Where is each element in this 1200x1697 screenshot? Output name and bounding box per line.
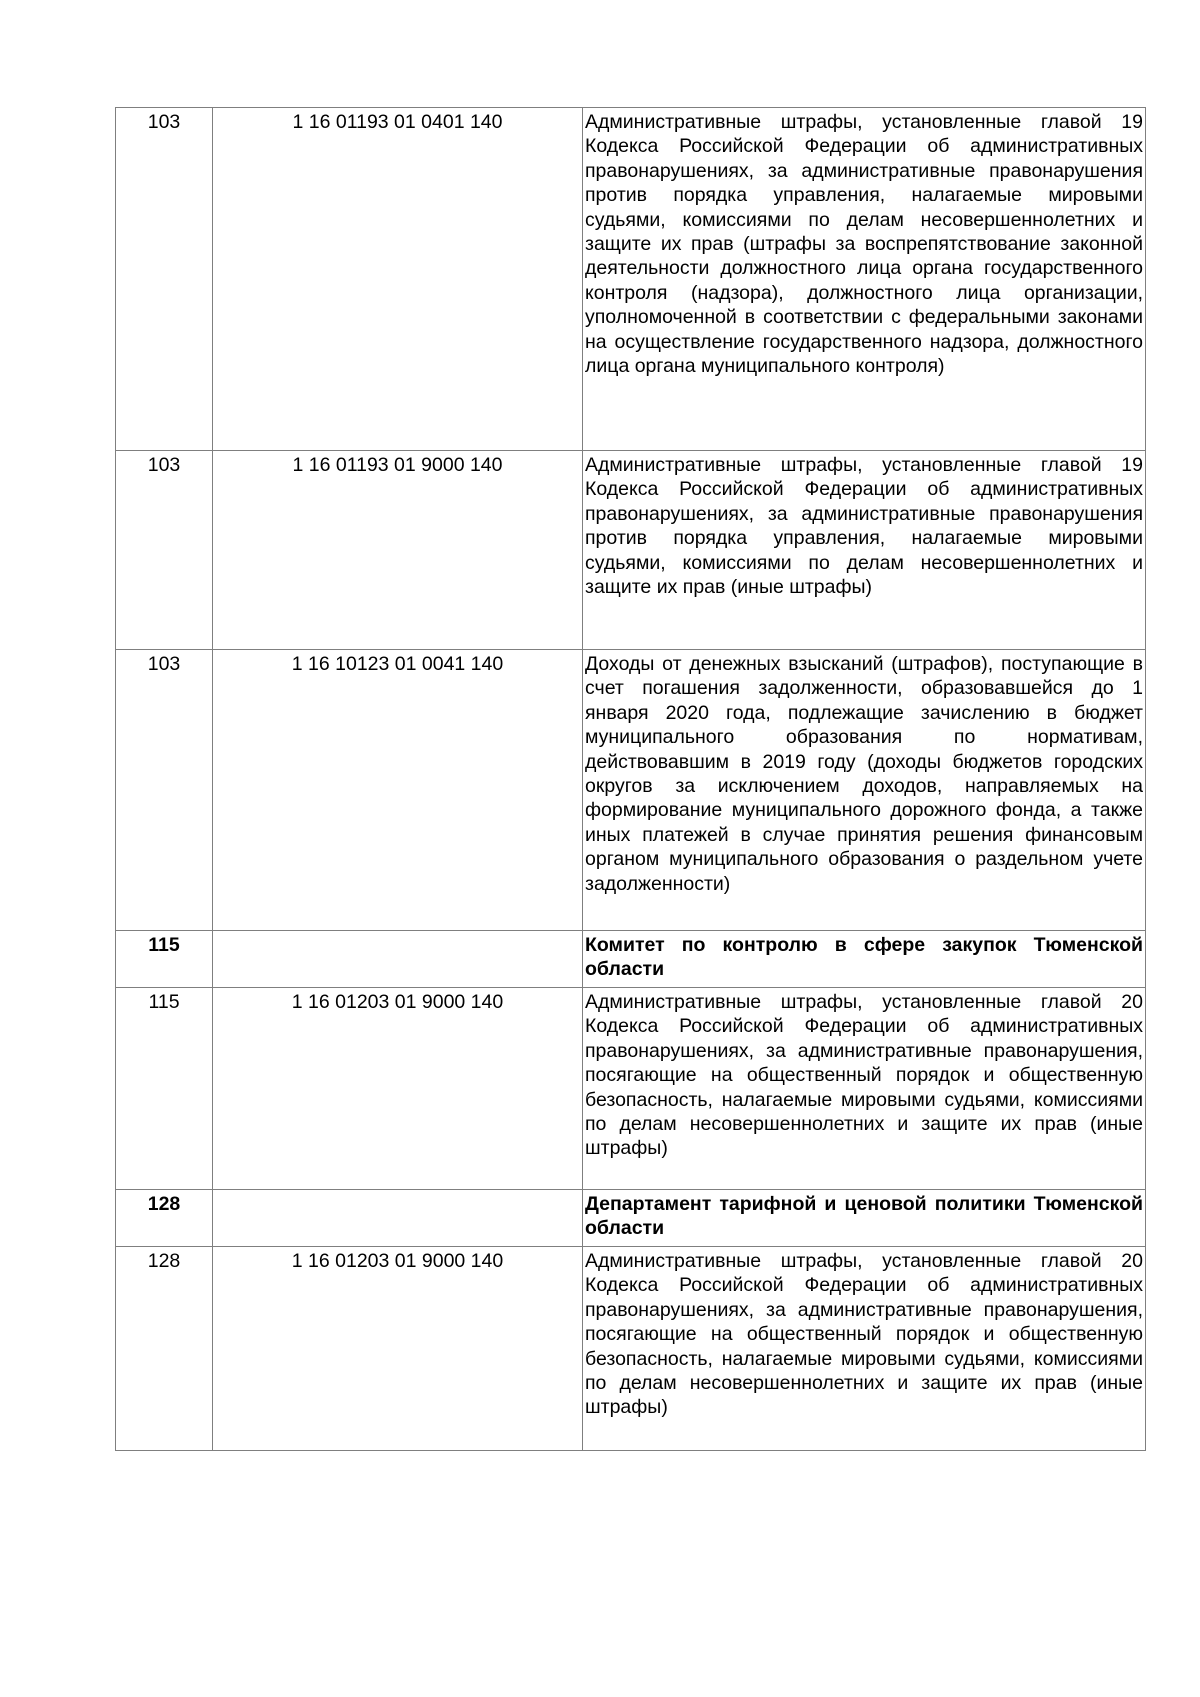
description-cell: Административные штрафы, установленные главой 19 Кодекса Российской Федерации об административных правонарушениях, за административные правонарушения против порядка управления, налагаемые мировыми судьями, комиссиями по делам несовершеннолетних и защите их прав (штрафы за воспрепятствование законной деятельности должностного лица органа государственного контроля (надзора), должностного лица организации, уполномоченной в соответствии с федеральными законами на осуществление государственного надзора, должностного лица органа муниципального контроля) — [583, 108, 1146, 451]
admin-code-cell: 128 — [116, 1247, 213, 1451]
admin-code-cell: 128 — [116, 1190, 213, 1247]
budget-code-cell — [213, 1190, 583, 1247]
admin-code-cell: 115 — [116, 931, 213, 988]
description-cell: Административные штрафы, установленные главой 20 Кодекса Российской Федерации об административных правонарушениях, за административные правонарушения, посягающие на общественный порядок и общественную безопасность, налагаемые мировыми судьями, комиссиями по делам несовершеннолетних и защите их прав (иные штрафы) — [583, 988, 1146, 1190]
budget-code-cell: 1 16 01203 01 9000 140 — [213, 1247, 583, 1451]
admin-code-cell: 115 — [116, 988, 213, 1190]
admin-code-cell: 103 — [116, 650, 213, 931]
table-row — [116, 650, 1146, 931]
description-cell: Административные штрафы, установленные главой 19 Кодекса Российской Федерации об административных правонарушениях, за административные правонарушения против порядка управления, налагаемые мировыми судьями, комиссиями по делам несовершеннолетних и защите их прав (иные штрафы) — [583, 451, 1146, 650]
description-cell: Доходы от денежных взысканий (штрафов), поступающие в счет погашения задолженности, образовавшейся до 1 января 2020 года, подлежащие зачислению в бюджет муниципального образования по нормативам, действовавшим в 2019 году (доходы бюджетов городских округов за исключением доходов, направляемых на формирование муниципального дорожного фонда, а также иных платежей в случае принятия решения финансовым органом муниципального образования о раздельном учете задолженности) — [583, 650, 1146, 931]
budget-code-cell — [213, 931, 583, 988]
budget-code-cell: 1 16 01193 01 0401 140 — [213, 108, 583, 451]
budget-code-cell: 1 16 01193 01 9000 140 — [213, 451, 583, 650]
section-header-row — [116, 931, 1146, 988]
section-header-row — [116, 1190, 1146, 1247]
administrator-name-cell: Департамент тарифной и ценовой политики Тюменской области — [583, 1190, 1146, 1247]
revenue-codes-table — [115, 107, 1146, 1451]
budget-code-cell: 1 16 10123 01 0041 140 — [213, 650, 583, 931]
table-row — [116, 451, 1146, 650]
budget-code-cell: 1 16 01203 01 9000 140 — [213, 988, 583, 1190]
table-row — [116, 1247, 1146, 1451]
administrator-name-cell: Комитет по контролю в сфере закупок Тюменской области — [583, 931, 1146, 988]
admin-code-cell: 103 — [116, 108, 213, 451]
admin-code-cell: 103 — [116, 451, 213, 650]
description-cell: Административные штрафы, установленные главой 20 Кодекса Российской Федерации об административных правонарушениях, за административные правонарушения, посягающие на общественный порядок и общественную безопасность, налагаемые мировыми судьями, комиссиями по делам несовершеннолетних и защите их прав (иные штрафы) — [583, 1247, 1146, 1451]
table-row — [116, 988, 1146, 1190]
table-row — [116, 108, 1146, 451]
